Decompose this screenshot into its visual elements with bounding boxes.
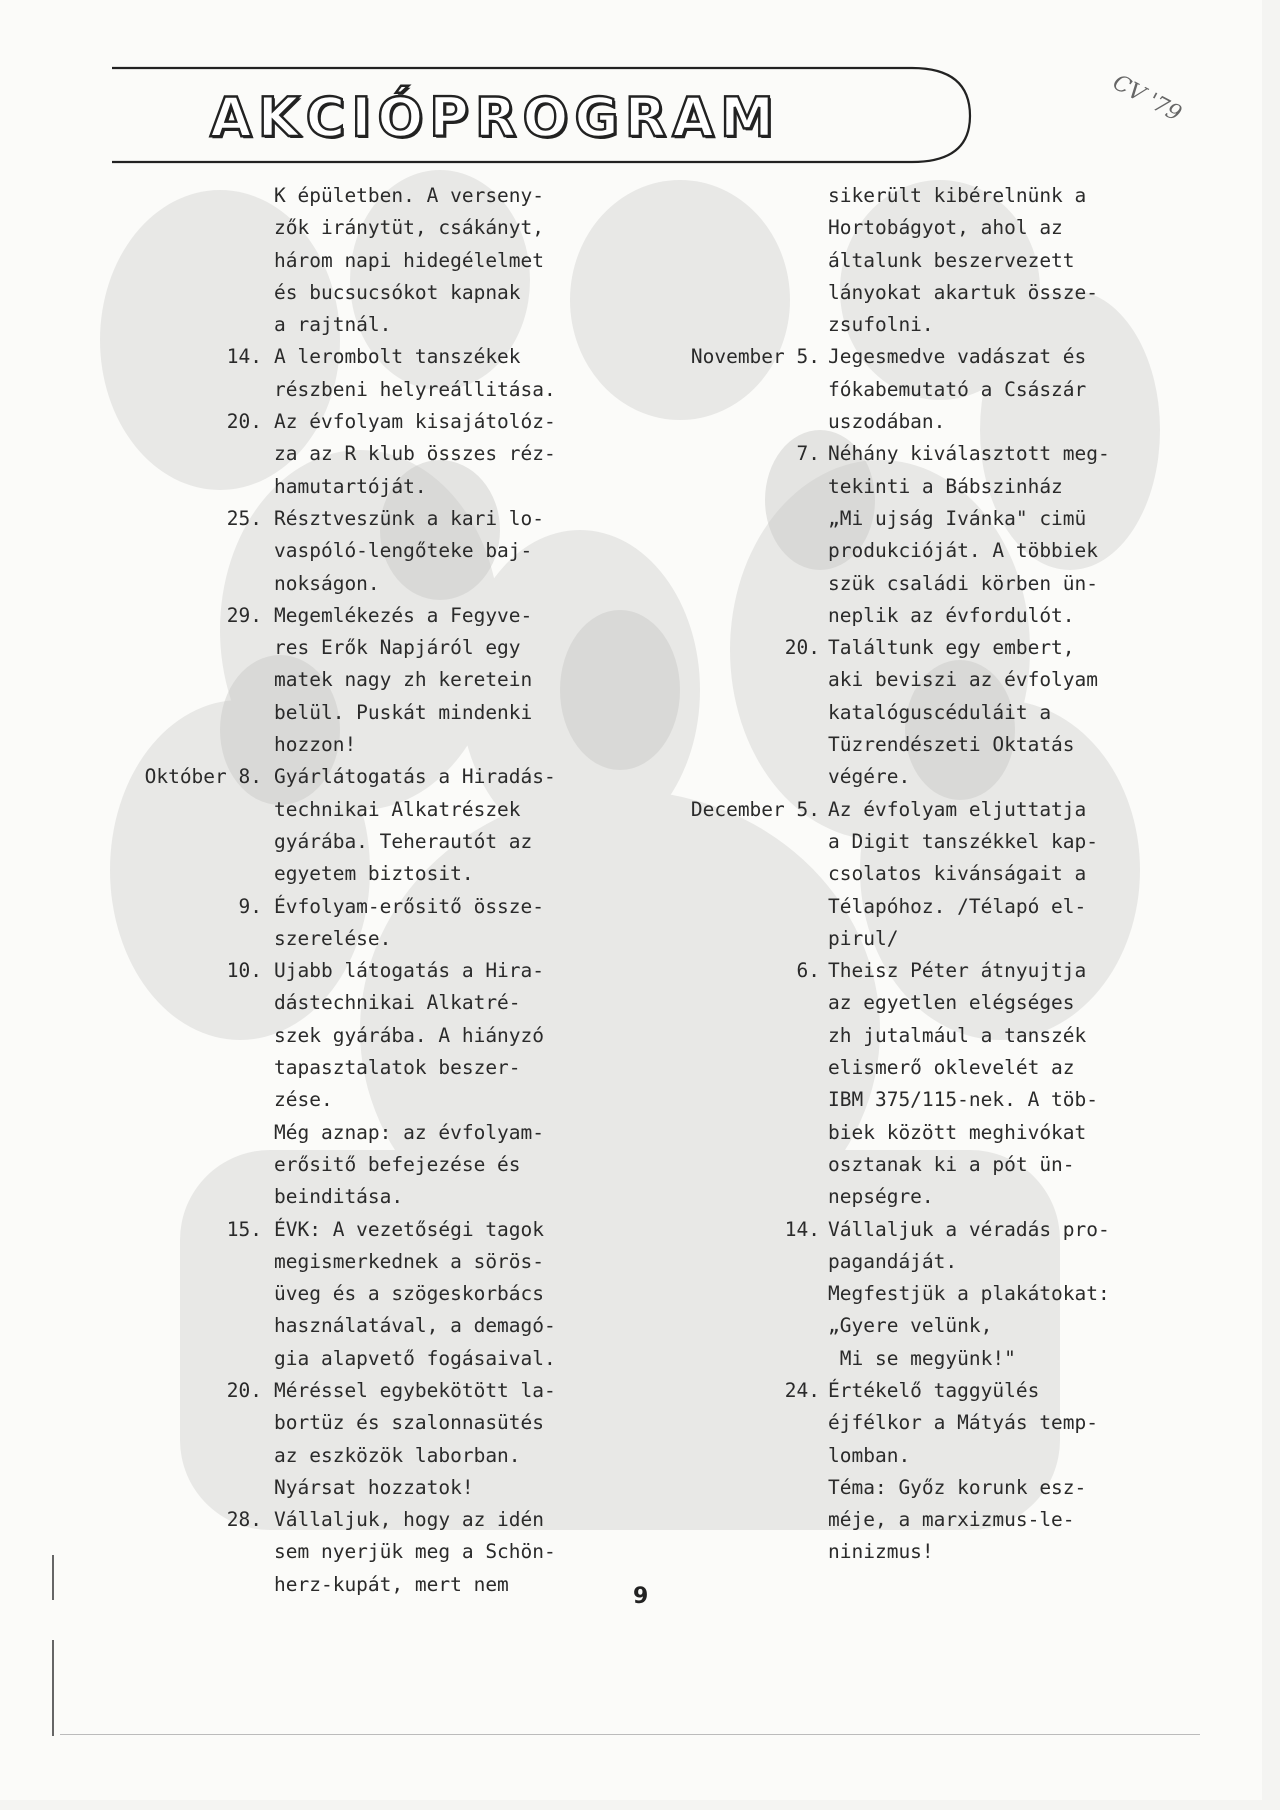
date-label	[550, 535, 828, 567]
date-label	[550, 471, 828, 503]
date-label	[110, 1052, 274, 1084]
entry-text: pagandáját.	[828, 1249, 958, 1273]
entry-text: Gyárlátogatás a Hiradás-	[274, 765, 556, 789]
date-label	[550, 697, 828, 729]
date-label	[550, 1472, 828, 1504]
entry-text: Megemlékezés a Fegyve-	[274, 603, 533, 627]
text-line	[110, 955, 590, 987]
text-line	[110, 664, 590, 696]
text-line	[110, 826, 590, 858]
date-label	[550, 1310, 828, 1342]
text-line	[690, 794, 1170, 826]
entry-text: tekinti a Bábszinház	[828, 474, 1063, 498]
text-line	[110, 1214, 590, 1246]
margin-mark	[52, 1640, 54, 1736]
text-line	[690, 503, 1170, 535]
text-line	[110, 1117, 590, 1149]
title-letter: P	[429, 86, 471, 149]
text-line	[110, 1052, 590, 1084]
entry-text: ÉVK: A vezetőségi tagok	[274, 1217, 545, 1241]
date-label: 6.	[796, 959, 820, 983]
text-line	[110, 1472, 590, 1504]
date-label	[550, 180, 828, 212]
text-line	[690, 1084, 1170, 1116]
entry-text: uszodában.	[828, 410, 946, 434]
date-label: 29.	[226, 603, 262, 627]
date-label	[110, 1440, 274, 1472]
entry-text: Az évfolyam kisajátolóz-	[274, 410, 556, 434]
title-letter: A	[672, 86, 717, 149]
entry-text: Vállaljuk, hogy az idén	[274, 1508, 545, 1532]
entry-text: aki beviszi az évfolyam	[828, 668, 1099, 692]
text-line	[110, 600, 590, 632]
date-label	[110, 1310, 274, 1342]
text-line	[690, 1472, 1170, 1504]
text-line	[110, 1504, 590, 1536]
entry-text: méje, a marxizmus-le-	[828, 1508, 1075, 1532]
date-label	[550, 826, 828, 858]
entry-text: fókabemutató a Császár	[828, 377, 1087, 401]
date-label	[550, 923, 828, 955]
text-line	[690, 568, 1170, 600]
text-line	[110, 535, 590, 567]
date-label	[110, 729, 274, 761]
text-line	[690, 277, 1170, 309]
text-line	[110, 923, 590, 955]
entry-text: részbeni helyreállitása.	[274, 377, 556, 401]
date-label	[550, 1278, 828, 1310]
entry-text: Még aznap: az évfolyam-	[274, 1120, 545, 1144]
text-line	[690, 1149, 1170, 1181]
date-label: Október 8.	[144, 765, 262, 789]
right-column	[690, 180, 1170, 1569]
text-line	[690, 1407, 1170, 1439]
bottom-rule	[60, 1734, 1200, 1735]
text-line	[690, 1504, 1170, 1536]
text-line	[690, 438, 1170, 470]
date-label	[110, 1020, 274, 1052]
entry-text: biek között meghivókat	[828, 1120, 1087, 1144]
text-line	[110, 245, 590, 277]
entry-text: gyárába. Teherautót az	[274, 829, 533, 853]
entry-text: zh jutalmául a tanszék	[828, 1023, 1087, 1047]
text-line	[690, 761, 1170, 793]
date-label	[550, 277, 828, 309]
entry-text: matek nagy zh keretein	[274, 668, 533, 692]
text-line	[110, 891, 590, 923]
text-line	[690, 245, 1170, 277]
date-label	[550, 406, 828, 438]
entry-text: szerelése.	[274, 926, 392, 950]
text-line	[690, 471, 1170, 503]
text-line	[690, 1536, 1170, 1568]
text-line	[110, 858, 590, 890]
text-line	[110, 1149, 590, 1181]
entry-text: zsufolni.	[828, 313, 934, 337]
date-label	[550, 309, 828, 341]
entry-text: bortüz és szalonnasütés	[274, 1411, 545, 1435]
text-line	[110, 1020, 590, 1052]
date-label: November 5.	[690, 345, 820, 369]
entry-text: Hortobágyot, ahol az	[828, 216, 1063, 240]
text-line	[110, 1536, 590, 1568]
text-line	[110, 1246, 590, 1278]
date-label: 24.	[784, 1378, 820, 1402]
entry-text: erősitő befejezése és	[274, 1152, 521, 1176]
text-line	[690, 632, 1170, 664]
text-line	[110, 632, 590, 664]
entry-text: A lerombolt tanszékek	[274, 345, 521, 369]
text-line	[110, 1440, 590, 1472]
entry-text: szek gyárába. A hiányzó	[274, 1023, 545, 1047]
entry-text: Tüzrendészeti Oktatás	[828, 733, 1075, 757]
entry-text: három napi hidegélelmet	[274, 248, 545, 272]
text-line	[690, 1117, 1170, 1149]
date-label	[550, 1440, 828, 1472]
text-line	[690, 309, 1170, 341]
page-number: 9	[633, 1584, 649, 1609]
entry-text: üveg és a szögeskorbács	[274, 1282, 545, 1306]
date-label: 25.	[226, 506, 262, 530]
entry-text: nokságon.	[274, 571, 380, 595]
text-line	[690, 1343, 1170, 1375]
entry-text: Találtunk egy embert,	[828, 636, 1075, 660]
text-line	[110, 180, 590, 212]
date-label	[110, 1472, 274, 1504]
date-label: 15.	[226, 1217, 262, 1241]
text-line	[690, 826, 1170, 858]
entry-text: lomban.	[828, 1443, 911, 1467]
text-line	[690, 535, 1170, 567]
date-label	[550, 1117, 828, 1149]
text-line	[110, 697, 590, 729]
text-line	[690, 406, 1170, 438]
entry-text: egyetem biztosit.	[274, 862, 474, 886]
text-line	[690, 1246, 1170, 1278]
text-line	[110, 1569, 590, 1601]
entry-text: és bucsucsókot kapnak	[274, 280, 521, 304]
entry-text: Ujabb látogatás a Hira-	[274, 959, 545, 983]
date-label: 20.	[784, 636, 820, 660]
title-letter: I	[351, 86, 374, 149]
date-label	[550, 858, 828, 890]
entry-text: a rajtnál.	[274, 313, 392, 337]
page-title	[210, 84, 776, 152]
date-label	[110, 471, 274, 503]
entry-text: katalóguscéduláit a	[828, 700, 1052, 724]
entry-text: produkcióját. A többiek	[828, 539, 1099, 563]
entry-text: beinditása.	[274, 1185, 404, 1209]
date-label	[550, 1052, 828, 1084]
date-label	[550, 374, 828, 406]
text-line	[110, 471, 590, 503]
text-line	[110, 987, 590, 1019]
date-label	[550, 600, 828, 632]
text-line	[690, 1020, 1170, 1052]
entry-text: az eszközök laborban.	[274, 1443, 521, 1467]
title-letter: A	[210, 86, 254, 149]
entry-text: res Erők Napjáról egy	[274, 636, 521, 660]
date-label	[550, 212, 828, 244]
entry-text: Értékelő taggyülés	[828, 1378, 1040, 1402]
entry-text: vaspóló-lengőteke baj-	[274, 539, 533, 563]
entry-text: éjfélkor a Mátyás temp-	[828, 1411, 1099, 1435]
date-label	[110, 923, 274, 955]
text-line	[110, 374, 590, 406]
date-label	[550, 664, 828, 696]
entry-text: gia alapvető fogásaival.	[274, 1346, 556, 1370]
date-label: December 5.	[690, 797, 820, 821]
entry-text: K épületben. A verseny-	[274, 184, 545, 207]
entry-text: nepségre.	[828, 1185, 934, 1209]
text-line	[690, 697, 1170, 729]
entry-text: tapasztalatok beszer-	[274, 1056, 521, 1080]
date-label	[110, 374, 274, 406]
text-line	[110, 1310, 590, 1342]
text-line	[690, 212, 1170, 244]
entry-text: megismerkednek a sörös-	[274, 1249, 545, 1273]
text-line	[110, 438, 590, 470]
text-line	[110, 794, 590, 826]
text-line	[690, 891, 1170, 923]
entry-text: Néhány kiválasztott meg-	[828, 442, 1110, 466]
date-label	[110, 1536, 274, 1568]
entry-text: Résztveszünk a kari lo-	[274, 506, 545, 530]
date-label	[110, 309, 274, 341]
text-line	[110, 1375, 590, 1407]
date-label	[110, 245, 274, 277]
text-line	[110, 568, 590, 600]
date-label	[110, 1343, 274, 1375]
entry-text: sikerült kibérelnünk a	[828, 184, 1087, 207]
entry-text: herz-kupát, mert nem	[274, 1572, 509, 1596]
entry-text: sem nyerjük meg a Schön-	[274, 1540, 556, 1564]
entry-text: pirul/	[828, 926, 899, 950]
text-line	[110, 277, 590, 309]
date-label: 14.	[226, 345, 262, 369]
date-label	[110, 438, 274, 470]
date-label	[110, 987, 274, 1019]
date-label: 20.	[226, 1378, 262, 1402]
date-label	[550, 891, 828, 923]
left-column	[110, 180, 590, 1601]
date-label	[550, 568, 828, 600]
entry-text: az egyetlen elégséges	[828, 991, 1075, 1015]
date-label	[110, 697, 274, 729]
entry-text: zése.	[274, 1088, 333, 1112]
entry-text: Megfestjük a plakátokat:	[828, 1282, 1110, 1306]
date-label	[110, 1117, 274, 1149]
title-letter: O	[522, 86, 571, 149]
text-line	[110, 761, 590, 793]
date-label	[550, 245, 828, 277]
date-label	[550, 1504, 828, 1536]
date-label	[110, 1278, 274, 1310]
text-line	[690, 180, 1170, 212]
text-line	[690, 664, 1170, 696]
entry-text: ninizmus!	[828, 1540, 934, 1564]
entry-text: használatával, a demagó-	[274, 1314, 556, 1338]
entry-text: osztanak ki a pót ün-	[828, 1152, 1075, 1176]
title-letter: Ó	[377, 86, 426, 149]
date-label	[550, 503, 828, 535]
entry-text: elismerő oklevelét az	[828, 1056, 1075, 1080]
entry-text: hozzon!	[274, 733, 357, 757]
text-line	[690, 1375, 1170, 1407]
date-label	[110, 212, 274, 244]
date-label	[110, 1407, 274, 1439]
date-label	[110, 794, 274, 826]
text-line	[690, 955, 1170, 987]
text-line	[690, 374, 1170, 406]
date-label	[550, 729, 828, 761]
date-label	[110, 1569, 274, 1601]
entry-text: Jegesmedve vadászat és	[828, 345, 1087, 369]
entry-text: zők iránytüt, csákányt,	[274, 216, 545, 240]
entry-text: Az évfolyam eljuttatja	[828, 797, 1087, 821]
entry-text: Téma: Győz korunk esz-	[828, 1475, 1087, 1499]
entry-text: Nyársat hozzatok!	[274, 1475, 474, 1499]
date-label	[110, 826, 274, 858]
text-line	[690, 1310, 1170, 1342]
text-line	[110, 1278, 590, 1310]
entry-text: végére.	[828, 765, 911, 789]
entry-text: „Gyere velünk,	[828, 1314, 993, 1338]
text-line	[690, 1214, 1170, 1246]
entry-text: IBM 375/115-nek. A töb-	[828, 1088, 1099, 1112]
text-line	[110, 1084, 590, 1116]
entry-text: belül. Puskát mindenki	[274, 700, 533, 724]
date-label	[550, 987, 828, 1019]
date-label: 28.	[226, 1508, 262, 1532]
entry-text: Mi se megyünk!"	[828, 1346, 1016, 1370]
date-label	[550, 1181, 828, 1213]
entry-text: technikai Alkatrészek	[274, 797, 521, 821]
text-line	[110, 1181, 590, 1213]
title-letter: K	[257, 86, 302, 149]
date-label	[110, 1084, 274, 1116]
text-line	[110, 1407, 590, 1439]
text-line	[690, 341, 1170, 373]
text-line	[690, 1278, 1170, 1310]
date-label	[550, 1020, 828, 1052]
date-label	[550, 1246, 828, 1278]
date-label	[110, 1149, 274, 1181]
entry-text: csolatos kivánságait a	[828, 862, 1087, 886]
entry-text: neplik az évfordulót.	[828, 603, 1075, 627]
text-line	[690, 987, 1170, 1019]
date-label	[110, 180, 274, 212]
date-label	[110, 535, 274, 567]
margin-mark	[52, 1555, 54, 1600]
date-label	[110, 1246, 274, 1278]
text-line	[110, 212, 590, 244]
date-label: 10.	[226, 959, 262, 983]
date-label	[550, 1407, 828, 1439]
text-line	[110, 341, 590, 373]
text-line	[110, 1343, 590, 1375]
date-label	[110, 1181, 274, 1213]
text-line	[110, 503, 590, 535]
text-line	[690, 1181, 1170, 1213]
date-label	[550, 1536, 828, 1568]
text-line	[110, 309, 590, 341]
entry-text: Méréssel egybekötött la-	[274, 1378, 556, 1402]
date-label: 9.	[238, 894, 262, 918]
date-label	[550, 761, 828, 793]
text-line	[690, 1440, 1170, 1472]
entry-text: a Digit tanszékkel kap-	[828, 829, 1099, 853]
title-letter: C	[305, 86, 348, 149]
entry-text: lányokat akartuk össze-	[828, 280, 1099, 304]
entry-text: za az R klub összes réz-	[274, 442, 556, 466]
text-line	[690, 858, 1170, 890]
date-label: 20.	[226, 410, 262, 434]
text-line	[690, 923, 1170, 955]
title-letter: G	[574, 86, 621, 149]
title-letter: M	[720, 86, 776, 149]
date-label	[110, 664, 274, 696]
text-line	[110, 406, 590, 438]
date-label	[550, 1149, 828, 1181]
date-label	[110, 858, 274, 890]
entry-text: Évfolyam-erősitő össze-	[274, 894, 545, 918]
date-label	[110, 568, 274, 600]
title-letter: R	[624, 86, 669, 149]
date-label	[550, 1343, 828, 1375]
text-line	[690, 1052, 1170, 1084]
entry-text: Télapóhoz. /Télapó el-	[828, 894, 1087, 918]
title-letter: R	[474, 86, 519, 149]
entry-text: dástechnikai Alkatré-	[274, 991, 521, 1015]
entry-text: „Mi ujság Ivánka" cimü	[828, 506, 1087, 530]
date-label	[110, 277, 274, 309]
text-line	[110, 729, 590, 761]
entry-text: szük családi körben ün-	[828, 571, 1099, 595]
entry-text: Vállaljuk a véradás pro-	[828, 1217, 1110, 1241]
entry-text: általunk beszervezett	[828, 248, 1075, 272]
text-line	[690, 600, 1170, 632]
entry-text: Theisz Péter átnyujtja	[828, 959, 1087, 983]
date-label: 14.	[784, 1217, 820, 1241]
entry-text: hamutartóját.	[274, 474, 427, 498]
text-line	[690, 729, 1170, 761]
date-label: 7.	[796, 442, 820, 466]
date-label	[110, 632, 274, 664]
handwritten-annotation: CV '79	[1108, 70, 1186, 127]
date-label	[550, 1084, 828, 1116]
